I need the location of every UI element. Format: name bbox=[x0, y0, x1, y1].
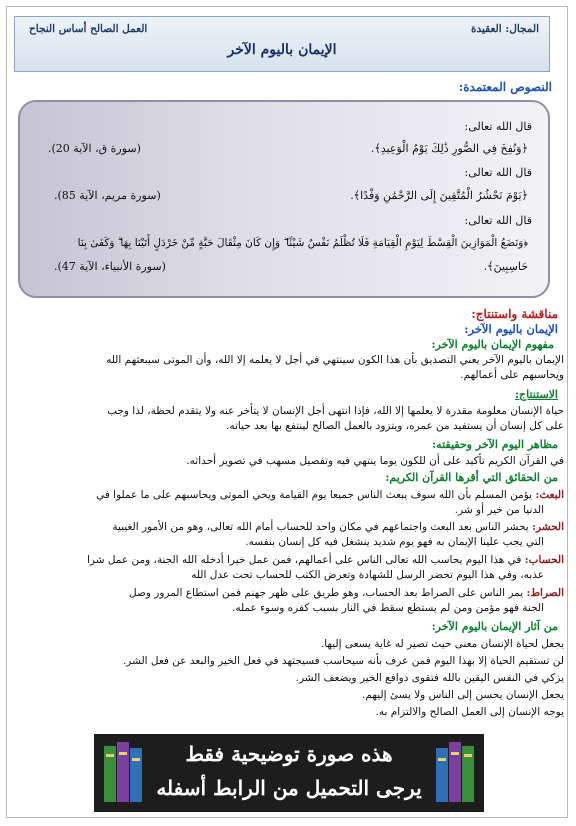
verse-reference: (سورة الأنبياء، الآية 47). bbox=[54, 260, 166, 273]
discussion-subheading: الإيمان باليوم الآخر: bbox=[464, 322, 558, 336]
discussion-heading: مناقشة واستنتاج: bbox=[471, 307, 558, 321]
truth-line: التي يجب علينا الإيمان به فهو يوم شديد ينشغل فيه كل إنسان بنفسه. bbox=[245, 536, 544, 548]
verse-text: ﴿وَنُفِخَ فِي الصُّورِ ذَٰلِكَ يَوْمُ الْوَعِيدِ﴾. bbox=[370, 142, 528, 155]
truth-line: الدنيا من خير أو شر. bbox=[454, 504, 544, 516]
effect-item: يوجه الإنسان إلى العمل الصالح والالتزام به. bbox=[375, 706, 564, 718]
aspects-heading: مظاهر اليوم الآخر وحقيقته: bbox=[432, 438, 558, 451]
unit-label: العمل الصالح أساس النجاح bbox=[29, 23, 148, 35]
concept-line: ويحاسبهم على أعمالهم. bbox=[460, 369, 564, 381]
verse-intro: قال الله تعالى: bbox=[464, 120, 532, 133]
truth-text: يمر الناس على الصراط بعد الحساب، وهو طريق على ظهر جهنم فمن استطاع المرور وصل bbox=[129, 587, 524, 599]
verse-intro: قال الله تعالى: bbox=[464, 214, 532, 227]
verse-text: ﴿وَنَضَعُ الْمَوَازِينَ الْقِسْطَ لِيَوْمِ الْقِيَامَةِ فَلَا تُظْلَمُ نَفْسٌ شَيْئًا ۖ وَإِن كَانَ مِثْقَالَ حَبَّةٍ مِّنْ خَرْدَلٍ أَتَيْنَا بِهَا ۗ وَكَفَىٰ بِنَا bbox=[77, 237, 528, 249]
lesson-header bbox=[14, 16, 550, 72]
truth-text: يؤمن المسلم بأن الله سوف يبعث الناس جميعا يوم القيامة ويحي الموتى ويحاسبهم على ما عملوا في bbox=[96, 489, 533, 501]
verse-text: ﴿يَوْمَ نَحْشُرُ الْمُتَّقِينَ إِلَى الرَّحْمَٰنِ وَفْدًا﴾. bbox=[350, 189, 528, 202]
truth-label: الحساب: bbox=[524, 554, 564, 566]
truth-label: الصراط: bbox=[526, 587, 564, 599]
verse-reference: (سورة مريم، الآية 85). bbox=[54, 189, 161, 202]
aspects-line: في القرآن الكريم تأكيد على أن للكون يوما ينتهي فيه وتفصيل مسهب في تصوير أحداثه. bbox=[186, 455, 564, 467]
quran-texts-box bbox=[18, 100, 550, 298]
conclusion-line: حياة الإنسان معلومة مقدرة لا يعلمها إلا الله، فإذا انتهى أجل الإنسان لا يتأخر عنه ولا يتقدم لحظة، لذا وجب bbox=[107, 405, 564, 417]
truth-label: البعث: bbox=[535, 489, 564, 501]
truth-line bbox=[12, 553, 564, 567]
conclusion-label: الاستنتاج: bbox=[514, 388, 558, 401]
truth-line: الجنة فهو مؤمن ومن لم يستطع سقط في النار بسبب كفره وسوء عمله. bbox=[231, 602, 544, 614]
truth-text: يحشر الناس بعد البعث واجتماعهم في مكان واحد للحساب أمام الله تعالى، وهو من الأمور الغيبية bbox=[112, 521, 529, 533]
lesson-title: الإيمان باليوم الآخر bbox=[227, 42, 337, 58]
truth-line: عذبه، وفي هذا اليوم تحضر الرسل للشهادة وتعرض الكتب للحساب تحت عدل الله bbox=[191, 569, 544, 581]
watermark-banner bbox=[94, 734, 484, 812]
concept-heading: مفهوم الإيمان باليوم الآخر: bbox=[431, 338, 554, 351]
conclusion-line: على كل إنسان أن يستفيد من عمره، ويتزود بالعمل الصالح لينتفع بها بعد حياته. bbox=[226, 420, 564, 432]
verse-intro: قال الله تعالى: bbox=[464, 166, 532, 179]
truth-label: الحشر: bbox=[532, 521, 564, 533]
concept-line: الإيمان باليوم الآخر يعني التصديق بأن هذا الكون سينتهي في أجل لا يعلمه إلا الله، وأن الموتى سيبعثهم الله bbox=[106, 354, 564, 366]
effect-item: يجعل لحياة الإنسان معنى حيث تصير له غاية يسعى إليها. bbox=[320, 638, 564, 650]
verse-reference: (سورة ق، الآية 20). bbox=[48, 142, 141, 155]
truth-text: في هذا اليوم يحاسب الله تعالى الناس على أعمالهم، فمن عمل خيرا أدخله الله الجنة، ومن عمل شرا bbox=[86, 554, 522, 566]
watermark-line1: هذه صورة توضيحية فقط bbox=[185, 742, 393, 766]
domain-label: المجال: العقيدة bbox=[471, 23, 539, 35]
truth-line bbox=[12, 488, 564, 502]
texts-heading: النصوص المعتمدة: bbox=[458, 80, 552, 94]
verse-text-end: حَاسِبِينَ﴾. bbox=[483, 260, 528, 273]
watermark-line2: يرجى التحميل من الرابط أسفله bbox=[156, 776, 422, 800]
effects-heading: من آثار الإيمان باليوم الآخر: bbox=[431, 620, 558, 633]
effect-item: يزكي في النفس اليقين بالله فتقوى دوافع الخير ويضعف الشر. bbox=[295, 672, 564, 684]
truth-line bbox=[12, 520, 564, 534]
truths-heading: من الحقائق التي أقرها القرآن الكريم: bbox=[385, 471, 558, 484]
effect-item: يجعل الإنسان يحسن إلى الناس ولا يسئ إليهم. bbox=[362, 689, 564, 701]
truth-line bbox=[12, 586, 564, 600]
effect-item: لن تستقيم الحياة إلا بهذا اليوم فمن عرف بأنه سيحاسب فسيجتهد في فعل الخير والبعد عن فعل الشر. bbox=[122, 655, 564, 667]
